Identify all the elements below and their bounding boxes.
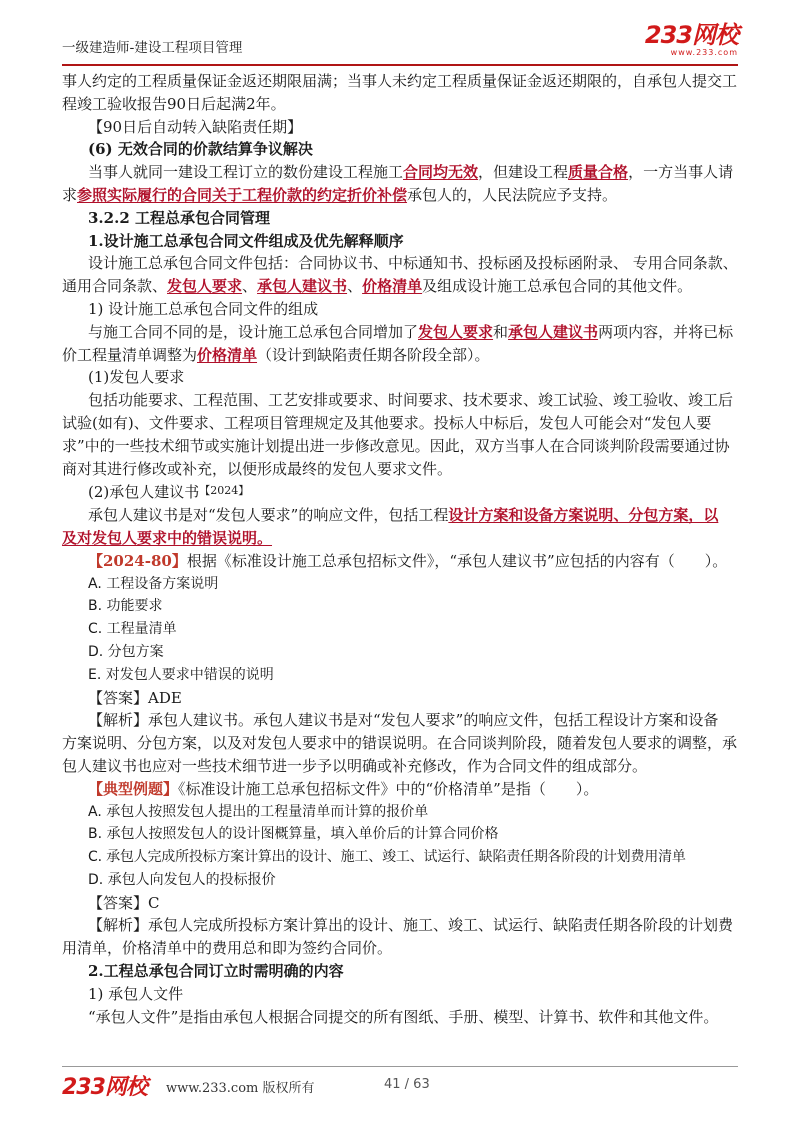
text: 与施工合同不同的是，设计施工总承包合同增加了 (88, 322, 419, 341)
option-item: B. 承包人按照发包人的设计图概算量，填入单价后的计算合同价格 (88, 826, 499, 843)
highlight-text: 质量合格 (568, 163, 629, 182)
text: （设计到缺陷责任期各阶段全部）。 (257, 345, 490, 364)
explanation-line: 包人建议书也应对一些技术细节进一步予以明确或补充修改，作为合同文件的组成部分。 (62, 756, 648, 775)
subsection-heading: (1)发包人要求 (88, 368, 185, 387)
logo-url: www.233.com (670, 48, 738, 57)
highlight-text: 设计方案和设备方案说明、分包方案，以 (448, 506, 719, 525)
paragraph-line: 包括功能要求、工程范围、工艺安排或要求、时间要求、技术要求、竣工试验、竣工验收、竣工后 (88, 391, 734, 410)
footer-divider (62, 1066, 738, 1067)
option-item: C. 工程量清单 (88, 621, 177, 638)
paragraph-line (62, 504, 738, 527)
text: 承包人的，人民法院应予支持。 (407, 185, 618, 204)
question-tag: 【2024-80】 (88, 551, 187, 570)
page-header (62, 22, 738, 62)
year-tag: 【2024】 (199, 484, 250, 498)
text: 、 (347, 277, 363, 296)
footer-logo: 233网校 (62, 1075, 147, 1100)
subsection-heading: 2.工程总承包合同订立时需明确的内容 (88, 962, 344, 981)
paragraph-line (62, 161, 738, 184)
explanation-line: 【解析】承包人建议书。承包人建议书是对“发包人要求”的响应文件，包括工程设计方案和设备 (88, 711, 719, 730)
text: 承包人建议书是对“发包人要求”的响应文件，包括工程 (88, 506, 449, 525)
option-item: A. 工程设备方案说明 (88, 575, 219, 592)
highlight-text: 发包人要求 (418, 322, 494, 341)
header-title: 一级建造师-建设工程项目管理 (62, 40, 243, 56)
paragraph-line (62, 527, 738, 550)
text: 当事人就同一建设工程订立的数份建设工程施工 (88, 163, 404, 182)
page-number: 41 / 63 (384, 1077, 430, 1092)
paragraph-line (62, 275, 738, 298)
explanation-line: 方案说明、分包方案，以及对发包人要求中的错误说明。在合同谈判阶段，随着发包人要求的调整，承 (62, 734, 738, 753)
question-stem (62, 550, 738, 573)
subsection-heading: 1) 设计施工总承包合同文件的组成 (88, 299, 319, 318)
subsection-heading (62, 480, 738, 504)
paragraph-line (62, 344, 738, 367)
text: 根据《标准设计施工总承包招标文件》，“承包人建议书”应包括的内容有（ ）。 (186, 551, 728, 570)
subsection-heading: 1.设计施工总承包合同文件组成及优先解释顺序 (88, 231, 404, 250)
header-divider (62, 64, 738, 66)
paragraph-line: 试验(如有)、文件要求、工程项目管理规定及其他要求。投标人中标后，发包人可能会对“发包人要 (62, 413, 712, 432)
paragraph-line: 商对其进行修改或补充，以便形成最终的发包人要求文件。 (62, 459, 453, 478)
note-line: 【90日后自动转入缺陷责任期】 (88, 117, 303, 136)
highlight-text: 发包人要求 (167, 277, 243, 296)
paragraph-line: 求”中的一些技术细节或实施计划提出进一步修改意见。因此，双方当事人在合同谈判阶段需要通过协 (62, 436, 730, 455)
page-footer (62, 1068, 738, 1104)
option-item: D. 承包人向发包人的投标报价 (88, 871, 276, 888)
explanation-line: 用清单，价格清单中的费用总和即为签约合同价。 (62, 939, 393, 958)
paragraph-line: 事人约定的工程质量保证金返还期限届满；当事人未约定工程质量保证金返还期限的，自承包人提交工 (62, 72, 738, 90)
text: (2)承包人建议书 (88, 483, 200, 502)
paragraph-line: 设计施工总承包合同文件包括：合同协议书、中标通知书、投标函及投标函附录、 专用合同条款、 (88, 254, 738, 273)
option-item: B. 功能要求 (88, 598, 163, 615)
highlight-text: 参照实际履行的合同关于工程价款的约定折价补偿 (77, 185, 408, 204)
paragraph-line (62, 184, 738, 207)
text: 、 (242, 277, 258, 296)
text: 两项内容，并将已标 (598, 322, 734, 341)
highlight-text: 价格清单 (197, 345, 258, 364)
question-stem (62, 778, 738, 801)
document-body (62, 70, 738, 1028)
brand-logo (645, 22, 738, 57)
highlight-text: 合同均无效 (403, 163, 479, 182)
option-item: D. 分包方案 (88, 643, 164, 660)
explanation-line: 【解析】承包人完成所投标方案计算出的设计、施工、竣工、试运行、缺陷责任期各阶段的计划费 (88, 916, 734, 935)
option-item: C. 承包人完成所投标方案计算出的设计、施工、竣工、试运行、缺陷责任期各阶段的计划费用清单 (88, 849, 686, 866)
section-heading: 3.2.2 工程总承包合同管理 (88, 208, 270, 227)
text: 通用合同条款、 (62, 277, 168, 296)
paragraph-line: “承包人文件”是指由承包人根据合同提交的所有图纸、手册、模型、计算书、软件和其他文件。 (88, 1007, 719, 1026)
text: ，一方当事人请 (628, 163, 734, 182)
logo-text: 233网校 (644, 21, 738, 49)
question-tag: 【典型例题】 (88, 779, 179, 798)
paragraph-line: 程竣工验收报告90日后起满2年。 (62, 94, 286, 113)
copyright-text: www.233.com 版权所有 (166, 1081, 315, 1096)
subsection-heading: 1) 承包人文件 (88, 984, 184, 1003)
highlight-text: 价格清单 (362, 277, 423, 296)
text: 求 (62, 185, 78, 204)
highlight-text: 及对发包人要求中的错误说明。 (62, 528, 273, 547)
text: ，但建设工程 (478, 163, 569, 182)
text: 价工程量清单调整为 (62, 345, 198, 364)
answer-line: 【答案】C (88, 893, 160, 912)
answer-line: 【答案】ADE (88, 688, 182, 707)
option-item: E. 对发包人要求中错误的说明 (88, 666, 274, 683)
subsection-heading: (6) 无效合同的价款结算争议解决 (88, 140, 313, 159)
highlight-text: 承包人建议书 (257, 277, 348, 296)
text: 和 (493, 322, 509, 341)
highlight-text: 承包人建议书 (508, 322, 599, 341)
option-item: A. 承包人按照发包人提出的工程量清单而计算的报价单 (88, 803, 429, 820)
paragraph-line (62, 321, 738, 344)
text: 及组成设计施工总承包合同的其他文件。 (422, 277, 693, 296)
text: 《标准设计施工总承包招标文件》中的“价格清单”是指（ ）。 (178, 779, 599, 798)
